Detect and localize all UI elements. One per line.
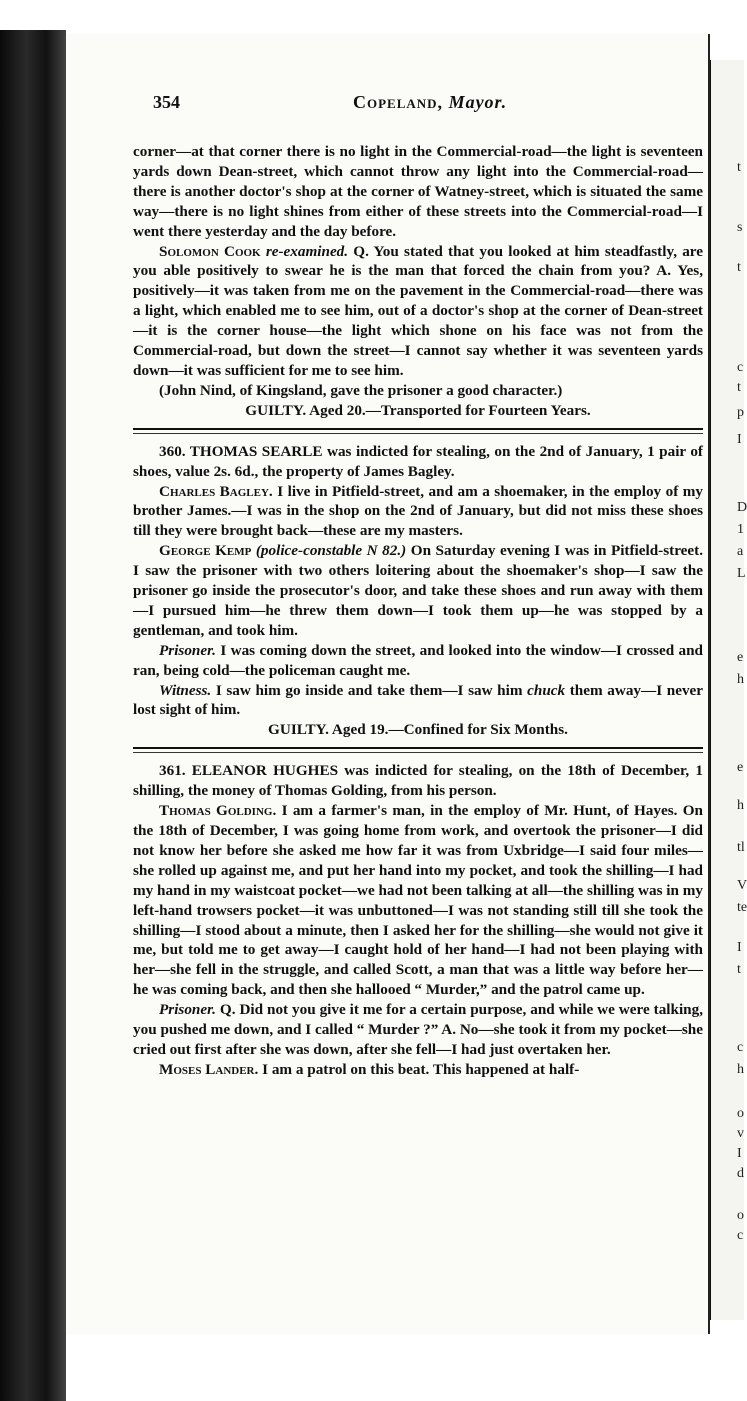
speaker-name: Solomon Cook bbox=[159, 242, 261, 260]
testimony: I am a patrol on this beat. This happened at half- bbox=[262, 1060, 580, 1078]
edge-letter: a bbox=[737, 544, 744, 559]
case-number: 361. bbox=[159, 762, 186, 780]
verdict: GUILTY. Aged 19.—Confined for Six Months. bbox=[268, 721, 568, 739]
edge-letter: I bbox=[737, 940, 742, 955]
edge-letter: e bbox=[737, 760, 744, 775]
witness-name: Moses Lander. bbox=[159, 1060, 259, 1078]
emphasis: chuck bbox=[527, 681, 566, 699]
edge-letter: o bbox=[737, 1106, 744, 1121]
testimony: Q. Did not you give it me for a certain purpose, and while we were talking, you pushed me down, and I called “ Murder ?” A. No—she took it from my pocket—she cried out first after she was down, after she fell—I had just overtaken her. bbox=[133, 1001, 704, 1058]
paragraph bbox=[133, 1000, 703, 1060]
edge-letter: V bbox=[737, 878, 747, 893]
edge-letter: p bbox=[737, 405, 744, 420]
paragraph: (John Nind, of Kingsland, gave the prisoner a good character.) bbox=[159, 381, 563, 399]
edge-letter: tl bbox=[737, 840, 745, 855]
edge-letter: c bbox=[737, 360, 744, 375]
edge-letter: t bbox=[737, 160, 741, 175]
paragraph bbox=[133, 242, 703, 381]
running-head-name: Copeland, bbox=[353, 92, 444, 112]
witness-label: Witness. bbox=[159, 681, 212, 699]
case-heading bbox=[133, 761, 703, 801]
witness-name: Thomas Golding. bbox=[159, 802, 277, 820]
edge-letter: t bbox=[737, 962, 741, 977]
page-header bbox=[153, 92, 673, 116]
paragraph bbox=[133, 541, 703, 641]
facing-page-edge bbox=[708, 60, 747, 1320]
edge-letter: e bbox=[737, 650, 744, 665]
section-divider bbox=[133, 752, 703, 753]
running-head bbox=[353, 92, 507, 113]
paragraph bbox=[133, 801, 703, 1000]
witness-role: (police-constable N 82.) bbox=[255, 542, 407, 560]
paragraph bbox=[133, 681, 703, 721]
witness-name: Charles Bagley. bbox=[159, 482, 273, 500]
testimony: On Saturday evening I was in Pitfield-street. I saw the prisoner with two others loitering about the shoemaker's shop—I saw the prisoner go inside the prosecutor's door, and take these shoes and run away with them—I pursued him—he threw them down—I took them up—he was stopped by a gentleman, and took him. bbox=[133, 542, 704, 639]
edge-letter: t bbox=[737, 260, 741, 275]
section-divider bbox=[133, 428, 703, 430]
edge-letter: 1 bbox=[737, 522, 744, 537]
speaker-note: re-examined. bbox=[265, 242, 349, 260]
defendant-name: ELEANOR HUGHES bbox=[191, 762, 339, 780]
testimony: I am a farmer's man, in the employ of Mr. Hunt, of Hayes. On the 18th of December, I was going home from work, and overtook the prisoner—I did not know her before she asked me how far it was from Uxbridge—I said four miles—she rolled up against me, and put her hand into my pocket, and took the shilling—I had my hand in my waistcoat pocket—we had not been talking at all—the shilling was in my left-hand trowsers pocket—it was unbuttoned—I was not standing still till she took the shilling—I stood about a minute, then I asked her for the shilling—she would not give it me, but told me to get away—I caught hold of her hand—I had not been playing with her—she fell in the struggle, and called Scott, a man that was a little way before her—he was coming back, and then she hallooed “ Murder,” and the patrol came up. bbox=[133, 802, 704, 999]
charge: was indicted for stealing, on the 2nd of January, 1 pair of shoes, value 2s. 6d., the property of James Bagley. bbox=[133, 442, 703, 480]
testimony: Q. You stated that you looked at him steadfastly, are you able positively to swear he is the man that forced the chain from you? A. Yes, positively—it was taken from me on the pavement in the Commercial-road—there was a light, which enabled me to see him, out of a doctor's shop at the corner of Dean-street—it is the corner house—the light which shone on his face was not from the Commercial-road, but down the street—I cannot say whether it was seventeen yards down—it was sufficient for me to see him. bbox=[133, 242, 704, 379]
section-divider bbox=[133, 433, 703, 434]
edge-letter: c bbox=[737, 1228, 744, 1243]
edge-letter: I bbox=[737, 432, 742, 447]
edge-letter: v bbox=[737, 1126, 744, 1141]
page-number: 354 bbox=[153, 92, 180, 112]
witness-name: George Kemp bbox=[159, 542, 252, 560]
edge-letter: h bbox=[737, 672, 744, 687]
edge-letter: te bbox=[737, 900, 747, 915]
charge: was indicted for stealing, on the 18th of December, 1 shilling, the money of Thomas Golding, from his person. bbox=[133, 762, 703, 800]
running-head-title: Mayor. bbox=[448, 92, 508, 112]
defendant-name: THOMAS SEARLE bbox=[189, 442, 323, 460]
section-divider bbox=[133, 747, 703, 749]
edge-letter: o bbox=[737, 1208, 744, 1223]
testimony: I live in Pitfield-street, and am a shoemaker, in the employ of my brother James.—I was in the shop on the 2nd of January, but did not miss these shoes till they were brought back—these are my masters. bbox=[133, 482, 704, 540]
edge-letter: h bbox=[737, 1062, 744, 1077]
prisoner-label: Prisoner. bbox=[159, 641, 216, 659]
edge-letter: L bbox=[737, 566, 746, 581]
book-spine bbox=[0, 30, 66, 1401]
prisoner-label: Prisoner. bbox=[159, 1001, 216, 1019]
edge-letter: d bbox=[737, 1166, 744, 1181]
page-body bbox=[133, 142, 703, 1080]
paragraph bbox=[133, 482, 703, 542]
case-number: 360. bbox=[159, 442, 186, 460]
paragraph: corner—at that corner there is no light in the Commercial-road—the light is seventeen yards down Dean-street, which cannot throw any light into the Commercial-road—there is another doctor's shop at the corner of Watney-street, which is situated the same way—there is no light shines from either of these streets into the Commercial-road—I went there yesterday and the day before. bbox=[133, 143, 703, 240]
verdict: GUILTY. Aged 20.—Transported for Fourteen Years. bbox=[245, 401, 591, 419]
edge-letter: I bbox=[737, 1146, 742, 1161]
edge-letter: s bbox=[737, 220, 743, 235]
testimony: them away—I never lost sight of him. bbox=[133, 681, 704, 719]
edge-letter: c bbox=[737, 1040, 744, 1055]
case-heading bbox=[133, 442, 703, 482]
edge-letter: h bbox=[737, 798, 744, 813]
edge-letter: t bbox=[737, 380, 741, 395]
testimony: I saw him go inside and take them—I saw him bbox=[215, 681, 523, 699]
testimony: I was coming down the street, and looked into the window—I crossed and ran, being cold—the policeman caught me. bbox=[133, 641, 703, 679]
paragraph bbox=[133, 641, 703, 681]
paragraph bbox=[133, 1060, 703, 1080]
edge-letter: D bbox=[737, 500, 747, 515]
